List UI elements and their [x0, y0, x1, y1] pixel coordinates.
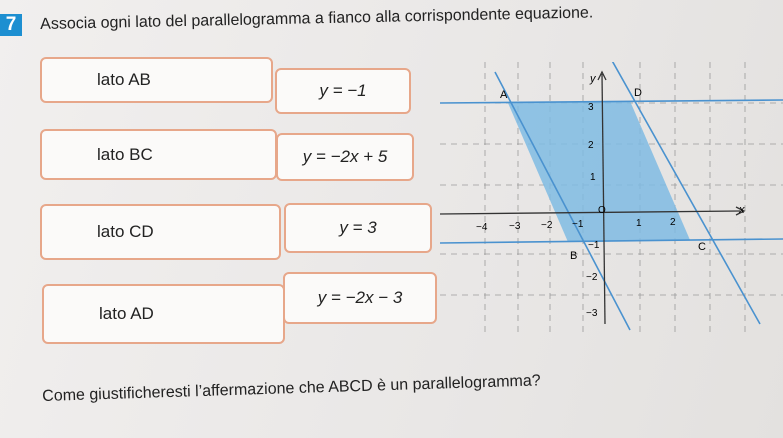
- x-tick-minus-3: −3: [509, 221, 521, 232]
- point-b-label: B: [570, 250, 578, 262]
- equation-text-2: y = −2x + 5: [302, 147, 388, 166]
- equation-text-3: y = 3: [339, 218, 377, 237]
- y-tick-2: 2: [588, 140, 594, 151]
- point-c-label: C: [698, 241, 706, 253]
- x-tick-2: 2: [670, 217, 676, 228]
- origin-label: O: [598, 205, 606, 216]
- side-label-cd: lato CD: [97, 222, 154, 241]
- y-tick-3: 3: [588, 102, 594, 113]
- side-box-ad[interactable]: [42, 284, 285, 344]
- x-axis-label: x: [739, 204, 745, 216]
- y-tick-minus-2: −2: [586, 272, 598, 283]
- coordinate-graph: [440, 62, 783, 332]
- x-tick-minus-4: −4: [476, 222, 488, 233]
- side-box-ab[interactable]: [40, 57, 273, 103]
- side-label-ab: lato AB: [97, 70, 151, 89]
- equation-box-1[interactable]: [275, 68, 411, 114]
- y-axis-label: y: [590, 73, 596, 85]
- equation-box-2[interactable]: [276, 133, 414, 181]
- side-box-bc[interactable]: [40, 129, 277, 180]
- side-label-bc: lato BC: [97, 144, 153, 164]
- point-d-label: D: [634, 87, 642, 99]
- exercise-question: Come giustificheresti l’affermazione che ABCD è un parallelogramma?: [42, 372, 541, 405]
- equation-box-4[interactable]: [283, 272, 437, 324]
- exercise-number: 7: [0, 14, 22, 36]
- y-tick-minus-3: −3: [586, 308, 598, 319]
- equation-box-3[interactable]: [284, 203, 432, 253]
- y-tick-1: 1: [590, 172, 596, 183]
- point-a-label: A: [500, 89, 508, 101]
- x-tick-1: 1: [636, 218, 642, 229]
- side-box-cd[interactable]: [40, 204, 281, 260]
- x-tick-minus-2: −2: [541, 220, 553, 231]
- y-tick-minus-1: −1: [588, 240, 600, 251]
- exercise-instruction: Associa ogni lato del parallelogramma a fianco alla corrispondente equazione.: [40, 4, 594, 33]
- side-label-ad: lato AD: [99, 304, 154, 323]
- equation-text-4: y = −2x − 3: [317, 288, 403, 307]
- parallelogram-abcd: [508, 101, 690, 242]
- equation-text-1: y = −1: [319, 81, 367, 100]
- x-tick-minus-1: −1: [572, 219, 584, 230]
